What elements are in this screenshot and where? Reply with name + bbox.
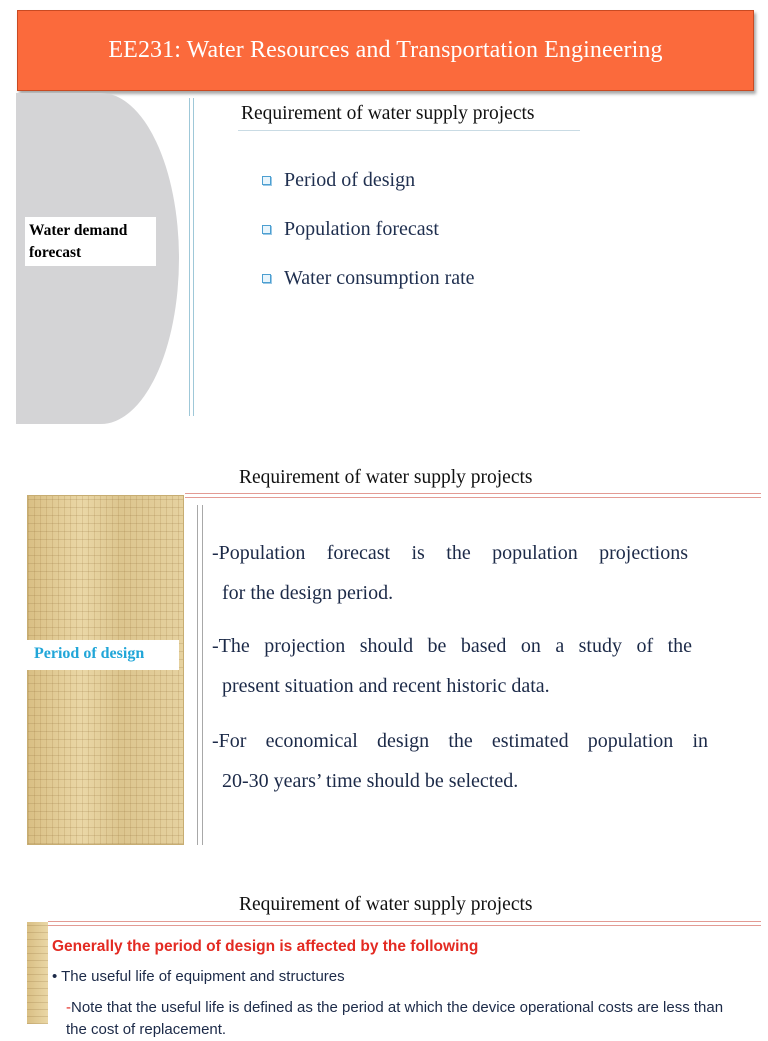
slide3-heading: Requirement of water supply projects — [239, 894, 533, 915]
bullet-item: • The useful life of equipment and structures — [52, 968, 345, 985]
paragraph-line: present situation and recent historic data. — [222, 675, 550, 697]
square-bullet-icon — [262, 176, 271, 185]
paragraph-line: -Population forecast is the population projections — [212, 542, 688, 564]
paragraph-line: -For economical design the estimated population in — [212, 730, 708, 752]
list-item-label: Population forecast — [284, 218, 439, 240]
square-bullet-icon — [262, 225, 271, 234]
list-item — [262, 169, 415, 192]
paragraph — [212, 721, 712, 801]
sub-bullet-item — [66, 997, 746, 1041]
divider-line — [185, 497, 761, 498]
papyrus-panel — [27, 495, 184, 845]
divider-line — [185, 493, 761, 494]
paragraph-line: 20-30 years’ time should be selected. — [222, 770, 519, 792]
slide1-heading: Requirement of water supply projects — [241, 103, 535, 124]
sub-bullet-text: Note that the useful life is defined as the period at which the device operational costs are less than the cost of replacement. — [66, 999, 724, 1038]
list-item-label: Period of design — [284, 169, 416, 191]
divider-line — [193, 98, 194, 416]
slide2-heading: Requirement of water supply projects — [239, 467, 533, 488]
paragraph-line: for the design period. — [222, 582, 394, 604]
divider-line — [202, 505, 203, 845]
side-label-period-of-design: Period of design — [27, 640, 179, 670]
list-item — [262, 267, 475, 290]
paragraph-line: -The projection should be based on a study of the — [212, 635, 692, 657]
side-label-water-demand: Water demand forecast — [25, 217, 156, 266]
red-heading-line: Generally the period of design is affected by the following — [52, 938, 479, 955]
course-title: EE231: Water Resources and Transportation Engineering — [108, 37, 663, 63]
divider-line — [197, 505, 198, 845]
divider-line — [189, 98, 190, 416]
course-title-banner — [17, 10, 754, 91]
square-bullet-icon — [262, 274, 271, 283]
heading-underline — [238, 130, 580, 131]
list-item — [262, 218, 439, 241]
divider-line — [48, 925, 761, 926]
sub-bullet-dash: - — [66, 999, 71, 1016]
list-item-label: Water consumption rate — [284, 267, 475, 289]
paragraph — [212, 533, 712, 613]
divider-line — [48, 921, 761, 922]
papyrus-panel — [27, 922, 48, 1024]
paragraph — [212, 626, 712, 706]
